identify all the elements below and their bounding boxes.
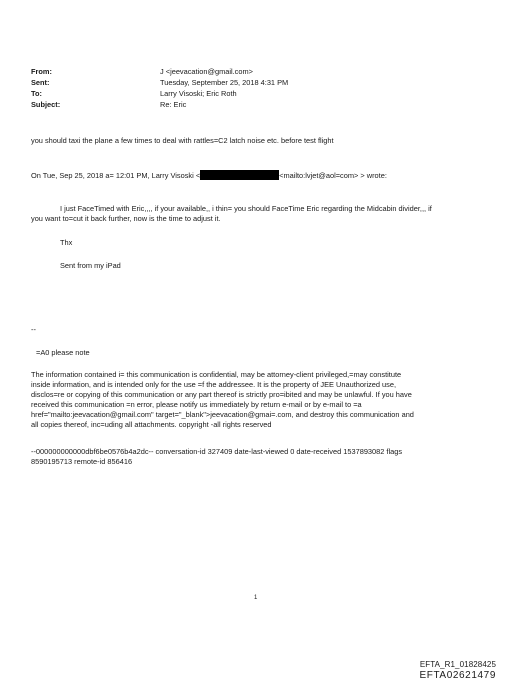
subject-value: Re: Eric [160,100,187,109]
from-label: From: [31,67,52,76]
reply-text: you should taxi the plane a few times to deal with rattles=C2 latch noise etc. before test flight [31,136,334,145]
from-value: J <jeevacation@gmail.com> [160,67,253,76]
thx-text: Thx [60,238,73,247]
quote-intro-before: On Tue, Sep 25, 2018 a= 12:01 PM, Larry Visoski < [31,171,201,180]
signature-dashes: -- [31,325,36,334]
quoted-line-2: you want to=cut it back further, now is the time to adjust it. [31,214,221,223]
sent-from-text: Sent from my iPad [60,261,121,270]
to-label: To: [31,89,42,98]
disclaimer-line-2: inside information, and is intended only for the use =f the addressee. It is the property of JEE Unauthorized use, [31,380,397,389]
bates-number-small: EFTA_R1_01828425 [419,660,496,669]
disclaimer-line-6: all copies thereof, inc=uding all attachments. copyright -all rights reserved [31,420,272,429]
please-note-text: =A0 please note [36,348,90,357]
quote-intro [31,170,387,181]
page-number: 1 [254,595,258,601]
quote-intro-after: <mailto:lvjet@aol=com> > wrote: [279,171,387,180]
subject-label: Subject: [31,100,61,109]
quoted-line-1: I just FaceTimed with Eric,,,, if your available,, i thin= you should FaceTime Eric regarding the Midcabin divider,,, if [60,204,432,213]
to-value: Larry Visoski; Eric Roth [160,89,237,98]
disclaimer-line-4: received this communication =n error, please notify us immediately by return e-mail or by e-mail to =a [31,400,362,409]
sent-label: Sent: [31,78,50,87]
bates-number-large: EFTA02621479 [419,670,496,681]
disclaimer-line-1: The information contained i= this communication is confidential, may be attorney-client privileged,=may constitute [31,370,402,379]
redaction-box [200,170,279,180]
meta-line-1: --000000000000dbf6be0576b4a2dc-- conversation-id 327409 date-last-viewed 0 date-received 1537893082 flags [31,447,403,456]
disclaimer-line-5: href="mailto:jeevacation@gmail.com" target="_blank">jeevacation@gmai=.com, and destroy this communication and [31,410,414,419]
sent-value: Tuesday, September 25, 2018 4:31 PM [160,78,289,87]
meta-line-2: 8590195713 remote-id 856416 [31,457,133,466]
disclaimer-line-3: disclos=re or copying of this communication or any part thereof is strictly pro=ibited and may be unlawful. If you have [31,390,412,399]
